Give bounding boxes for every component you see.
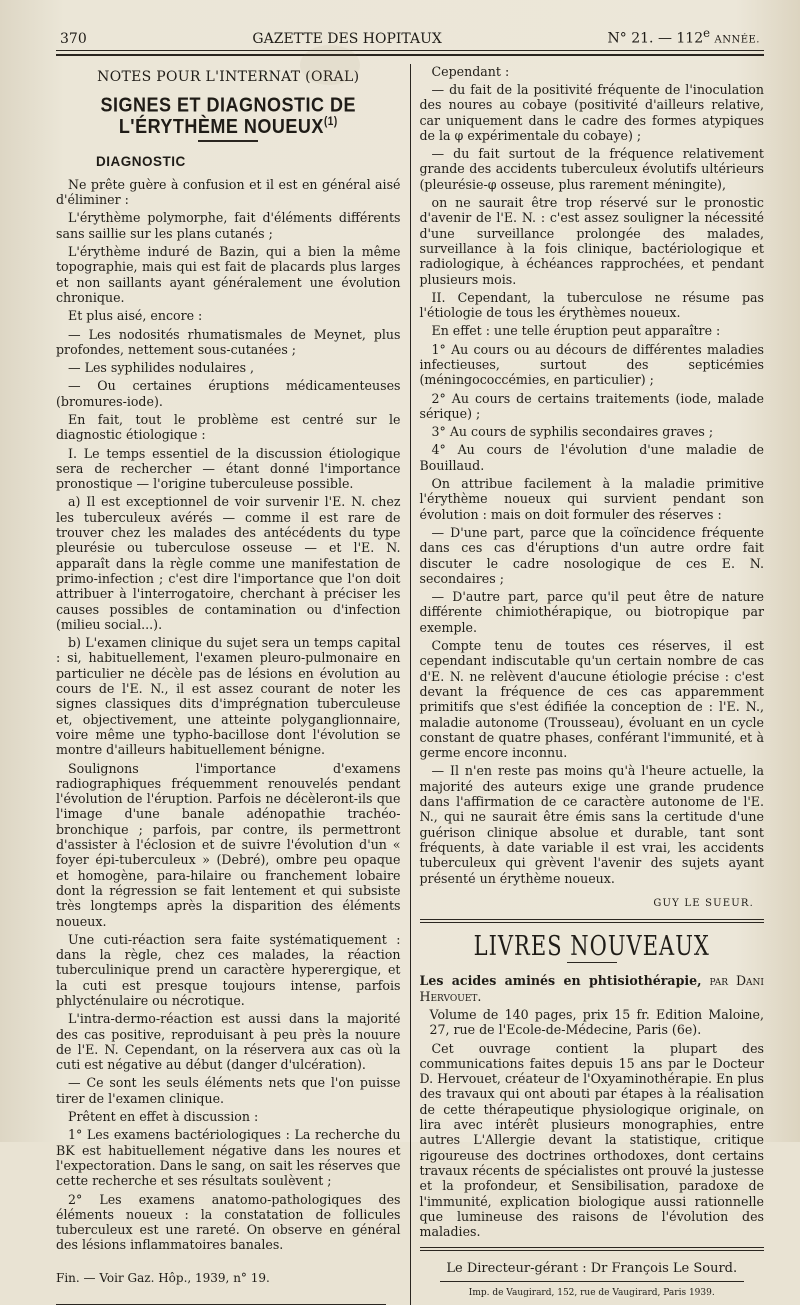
paragraph: 2° Les examens anatomo-pathologiques des éléments noueux : la constatation de follicules tuberculeux est une rareté. On observe en général des lésions inflammatoires banales. bbox=[56, 1191, 401, 1253]
header-rule bbox=[56, 50, 764, 56]
paper-stain bbox=[300, 45, 360, 85]
paragraph: on ne saurait être trop réservé sur le pronostic d'avenir de l'E. N. : c'est assez souligner la nécessité d'une surveillance prolongée des malades, surveillance à la fois clinique, bactériologique et radiologique, à échéances rapprochées, et pendant plusieurs mois. bbox=[419, 195, 764, 287]
subhead-diagnostic: DIAGNOSTIC bbox=[96, 153, 186, 169]
paragraph: — Les nodosités rhumatismales de Meynet, plus profondes, nettement sous-cutanées ; bbox=[56, 326, 401, 357]
imprint-rule bbox=[440, 1281, 745, 1282]
paragraph: Soulignons l'importance d'examens radiographiques fréquemment renouvelés pendant l'évolution de l'éruption. Parfois ne décèleront-ils que l'image d'une banale adénopathie trachéo-bronchique ; parfois, par contre, ils permettront d'assister à l'éclosion et de suivre l'évolution d'un « foyer épi-tuberculeux » (Debré), ombre peu opaque et homogène, para-hilaire ou franchement lobaire dont la régression se fait lentement et qui subsiste très longtemps après la disparition des éléments noueux. bbox=[56, 760, 401, 929]
paragraph: L'intra-dermo-réaction est aussi dans la majorité des cas positive, reproduisant à peu près la nouure de l'E. N. Cependant, on la réservera aux cas où la cuti est négative au début (danger d'ulcération). bbox=[56, 1011, 401, 1073]
imprint-line: Imp. de Vaugirard, 152, rue de Vaugirard, Paris 1939. bbox=[468, 1287, 715, 1298]
book-body: Cet ouvrage contient la plupart des communications faites depuis 15 ans par le Docteur D. Hervouet, créateur de l'Oxyaminothérapie. En plus des travaux qui ont abouti par étapes à la réalisation de cette thérapeutique physiologique originale, on lira avec intérêt plusieurs monographies, entre autres L'Allergie devant la statistique, critique rigoureuse des doctrines orthodoxes, dont certains travaux récents de spécialistes ont prouvé la justesse et la profondeur, et Sensibilisation, paradoxe de l'immunité, explication biologique aussi rationnelle que lumineuse des raisons de l'évolution des maladies. bbox=[419, 1040, 765, 1240]
paragraph: 3° Au cours de syphilis secondaires graves ; bbox=[431, 424, 714, 440]
right-column bbox=[410, 64, 765, 1305]
section-kicker: NOTES POUR L'INTERNAT (ORAL) bbox=[97, 68, 360, 85]
paragraph: — Il n'en reste pas moins qu'à l'heure actuelle, la majorité des auteurs exige une grande prudence dans l'affirmation de ce caractère autonome de l'E. N., qui ne saurait être émis sans la certitude d'une guérison clinique absolue et durable, tant sont fréquents, à date variable il est vrai, les accidents tuberculeux qui grèvent l'avenir des sujets ayant présenté un érythème noueux. bbox=[419, 763, 764, 886]
title-rule bbox=[198, 140, 258, 142]
paragraph: On attribue facilement à la maladie primitive l'érythème noueux qui survient pendant son évolution : mais on doit formuler des réserves : bbox=[419, 476, 764, 522]
book-entry bbox=[420, 973, 765, 1239]
paragraph: II. Cependant, la tuberculose ne résume pas l'étiologie de tous les érythèmes noueux. bbox=[419, 289, 764, 321]
book-heading: Les acides aminés en phtisiothérapie, par Dani Hervouet. bbox=[419, 973, 764, 1004]
paragraph: — Les syphilides nodulaires , bbox=[68, 360, 255, 376]
left-paragraphs bbox=[56, 177, 401, 1253]
footer-rule bbox=[420, 1247, 765, 1251]
two-column-body bbox=[56, 64, 764, 1305]
paragraph: I. Le temps essentiel de la discussion étiologique sera de rechercher — étant donné l'importance pronostique — l'origine tuberculeuse possible. bbox=[56, 445, 401, 492]
paragraph: Cependant : bbox=[431, 63, 510, 79]
books-rule bbox=[567, 962, 617, 963]
paragraph: Et plus aisé, encore : bbox=[68, 308, 203, 324]
page-header bbox=[56, 26, 764, 50]
paragraph: 4° Au cours de l'évolution d'une maladie de Bouillaud. bbox=[419, 442, 764, 473]
book-details: Volume de 140 pages, prix 15 fr. Edition Maloine, 27, rue de l'Ecole-de-Médecine, Paris (6e). bbox=[429, 1006, 764, 1038]
issue-info: N° 21. — 112e ANNÉE. bbox=[607, 26, 760, 47]
paragraph: L'érythème polymorphe, fait d'éléments différents sans saillie sur les plans cutanés ; bbox=[56, 210, 401, 241]
paragraph: 1° Au cours ou au décours de différentes maladies infectieuses, surtout des septicémies (méningococcémies, en particulier) ; bbox=[419, 341, 764, 388]
director-line: Le Directeur-gérant : Dr François Le Sourd. bbox=[446, 1261, 738, 1277]
paragraph: — Ou certaines éruptions médicamenteuses (bromures-iode). bbox=[56, 378, 401, 409]
journal-name: GAZETTE DES HOPITAUX bbox=[252, 30, 442, 47]
paragraph: En effet : une telle éruption peut apparaître : bbox=[431, 323, 721, 339]
paragraph: — D'autre part, parce qu'il peut être de nature différente chimiothérapique, ou biotropique par exemple. bbox=[419, 589, 764, 635]
paragraph: — du fait de la positivité fréquente de l'inoculation des noures au cobaye (positivité d'ailleurs relative, car uniquement dans le cadre des formes atypiques de la φ expérimentale du cobaye) ; bbox=[419, 81, 764, 143]
article-title: SIGNES ET DIAGNOSTIC DE L'ÉRYTHÈME NOUEUX$^{(1)}$ bbox=[100, 92, 357, 139]
paragraph: 1° Les examens bactériologiques : La recherche du BK est habituellement négative dans les noures et l'expectoration. Dans le sang, on sait les réserves que cette recherche et ses résultats soulèvent ; bbox=[56, 1127, 401, 1189]
footnote: Fin. — Voir Gaz. Hôp., 1939, n° 19. bbox=[56, 1270, 270, 1285]
books-title: LIVRES NOUVEAUX bbox=[473, 930, 710, 962]
paragraph: Ne prête guère à confusion et il est en général aisé d'éliminer : bbox=[56, 176, 401, 208]
paragraph: a) Il est exceptionnel de voir survenir l'E. N. chez les tuberculeux avérés — comme il est rare de trouver chez les malades des antécédents du type pleurésie ou tuberculose osseuse — et l'E. N. apparaît dans la règle comme une manifestation de primo-infection ; c'est dire l'importance que l'on doit attribuer à l'interrogatoire, cherchant à préciser les causes possibles de contamination ou d'infection (milieu social...). bbox=[56, 494, 401, 632]
page-number: 370 bbox=[60, 30, 87, 47]
paragraph: Compte tenu de toutes ces réserves, il est cependant indiscutable qu'un certain nombre de cas d'E. N. ne relèvent d'aucune étiologie précise : c'est devant la fréquence de ces cas apparemment primitifs que s'est édifiée la conception de : l'E. N., maladie autonome (Trousseau), évoluant en un cycle constant de quatre phases, conférant l'immunité, et à germe encore inconnu. bbox=[419, 638, 764, 761]
paragraph: — D'une part, parce que la coïncidence fréquente dans ces cas d'éruptions d'un autre ordre fait discuter le cadre nosologique de ces E. N. secondaires ; bbox=[419, 524, 764, 586]
left-column bbox=[56, 64, 410, 1305]
paragraph: — Ce sont les seuls éléments nets que l'on puisse tirer de l'examen clinique. bbox=[56, 1075, 401, 1106]
paragraph: Prêtent en effet à discussion : bbox=[68, 1109, 259, 1125]
section-separator bbox=[420, 919, 765, 923]
paragraph: b) L'examen clinique du sujet sera un temps capital : si, habituellement, l'examen pleuro-pulmonaire en particulier ne décèle pas de lésions en évolution au cours de l'E. N., il est assez courant de noter les signes classiques dits d'imprégnation tuberculeuse et, objectivement, une atteinte polyganglionnaire, voire même une typho-bacillose dont l'évolution se montre d'ailleurs habituellement bénigne. bbox=[56, 635, 401, 758]
author-signature: GUY LE SUEUR. bbox=[653, 897, 754, 909]
paragraph: Une cuti-réaction sera faite systématiquement : dans la règle, chez ces malades, la réaction tuberculinique prend un caractère hyperergique, et la cuti est presque toujours intense, parfois phlycténulaire ou nécrotique. bbox=[56, 931, 401, 1008]
paragraph: — du fait surtout de la fréquence relativement grande des accidents tuberculeux évolutifs ultérieurs (pleurésie-φ osseuse, plus rarement méningite), bbox=[419, 146, 764, 192]
paragraph: L'érythème induré de Bazin, qui a bien la même topographie, mais qui est fait de placards plus larges et non saillants ayant généralement une évolution chronique. bbox=[56, 244, 401, 305]
paragraph: 2° Au cours de certains traitements (iode, malade sérique) ; bbox=[419, 390, 764, 421]
paragraph: En fait, tout le problème est centré sur le diagnostic étiologique : bbox=[56, 412, 401, 443]
right-paragraphs bbox=[420, 64, 765, 886]
